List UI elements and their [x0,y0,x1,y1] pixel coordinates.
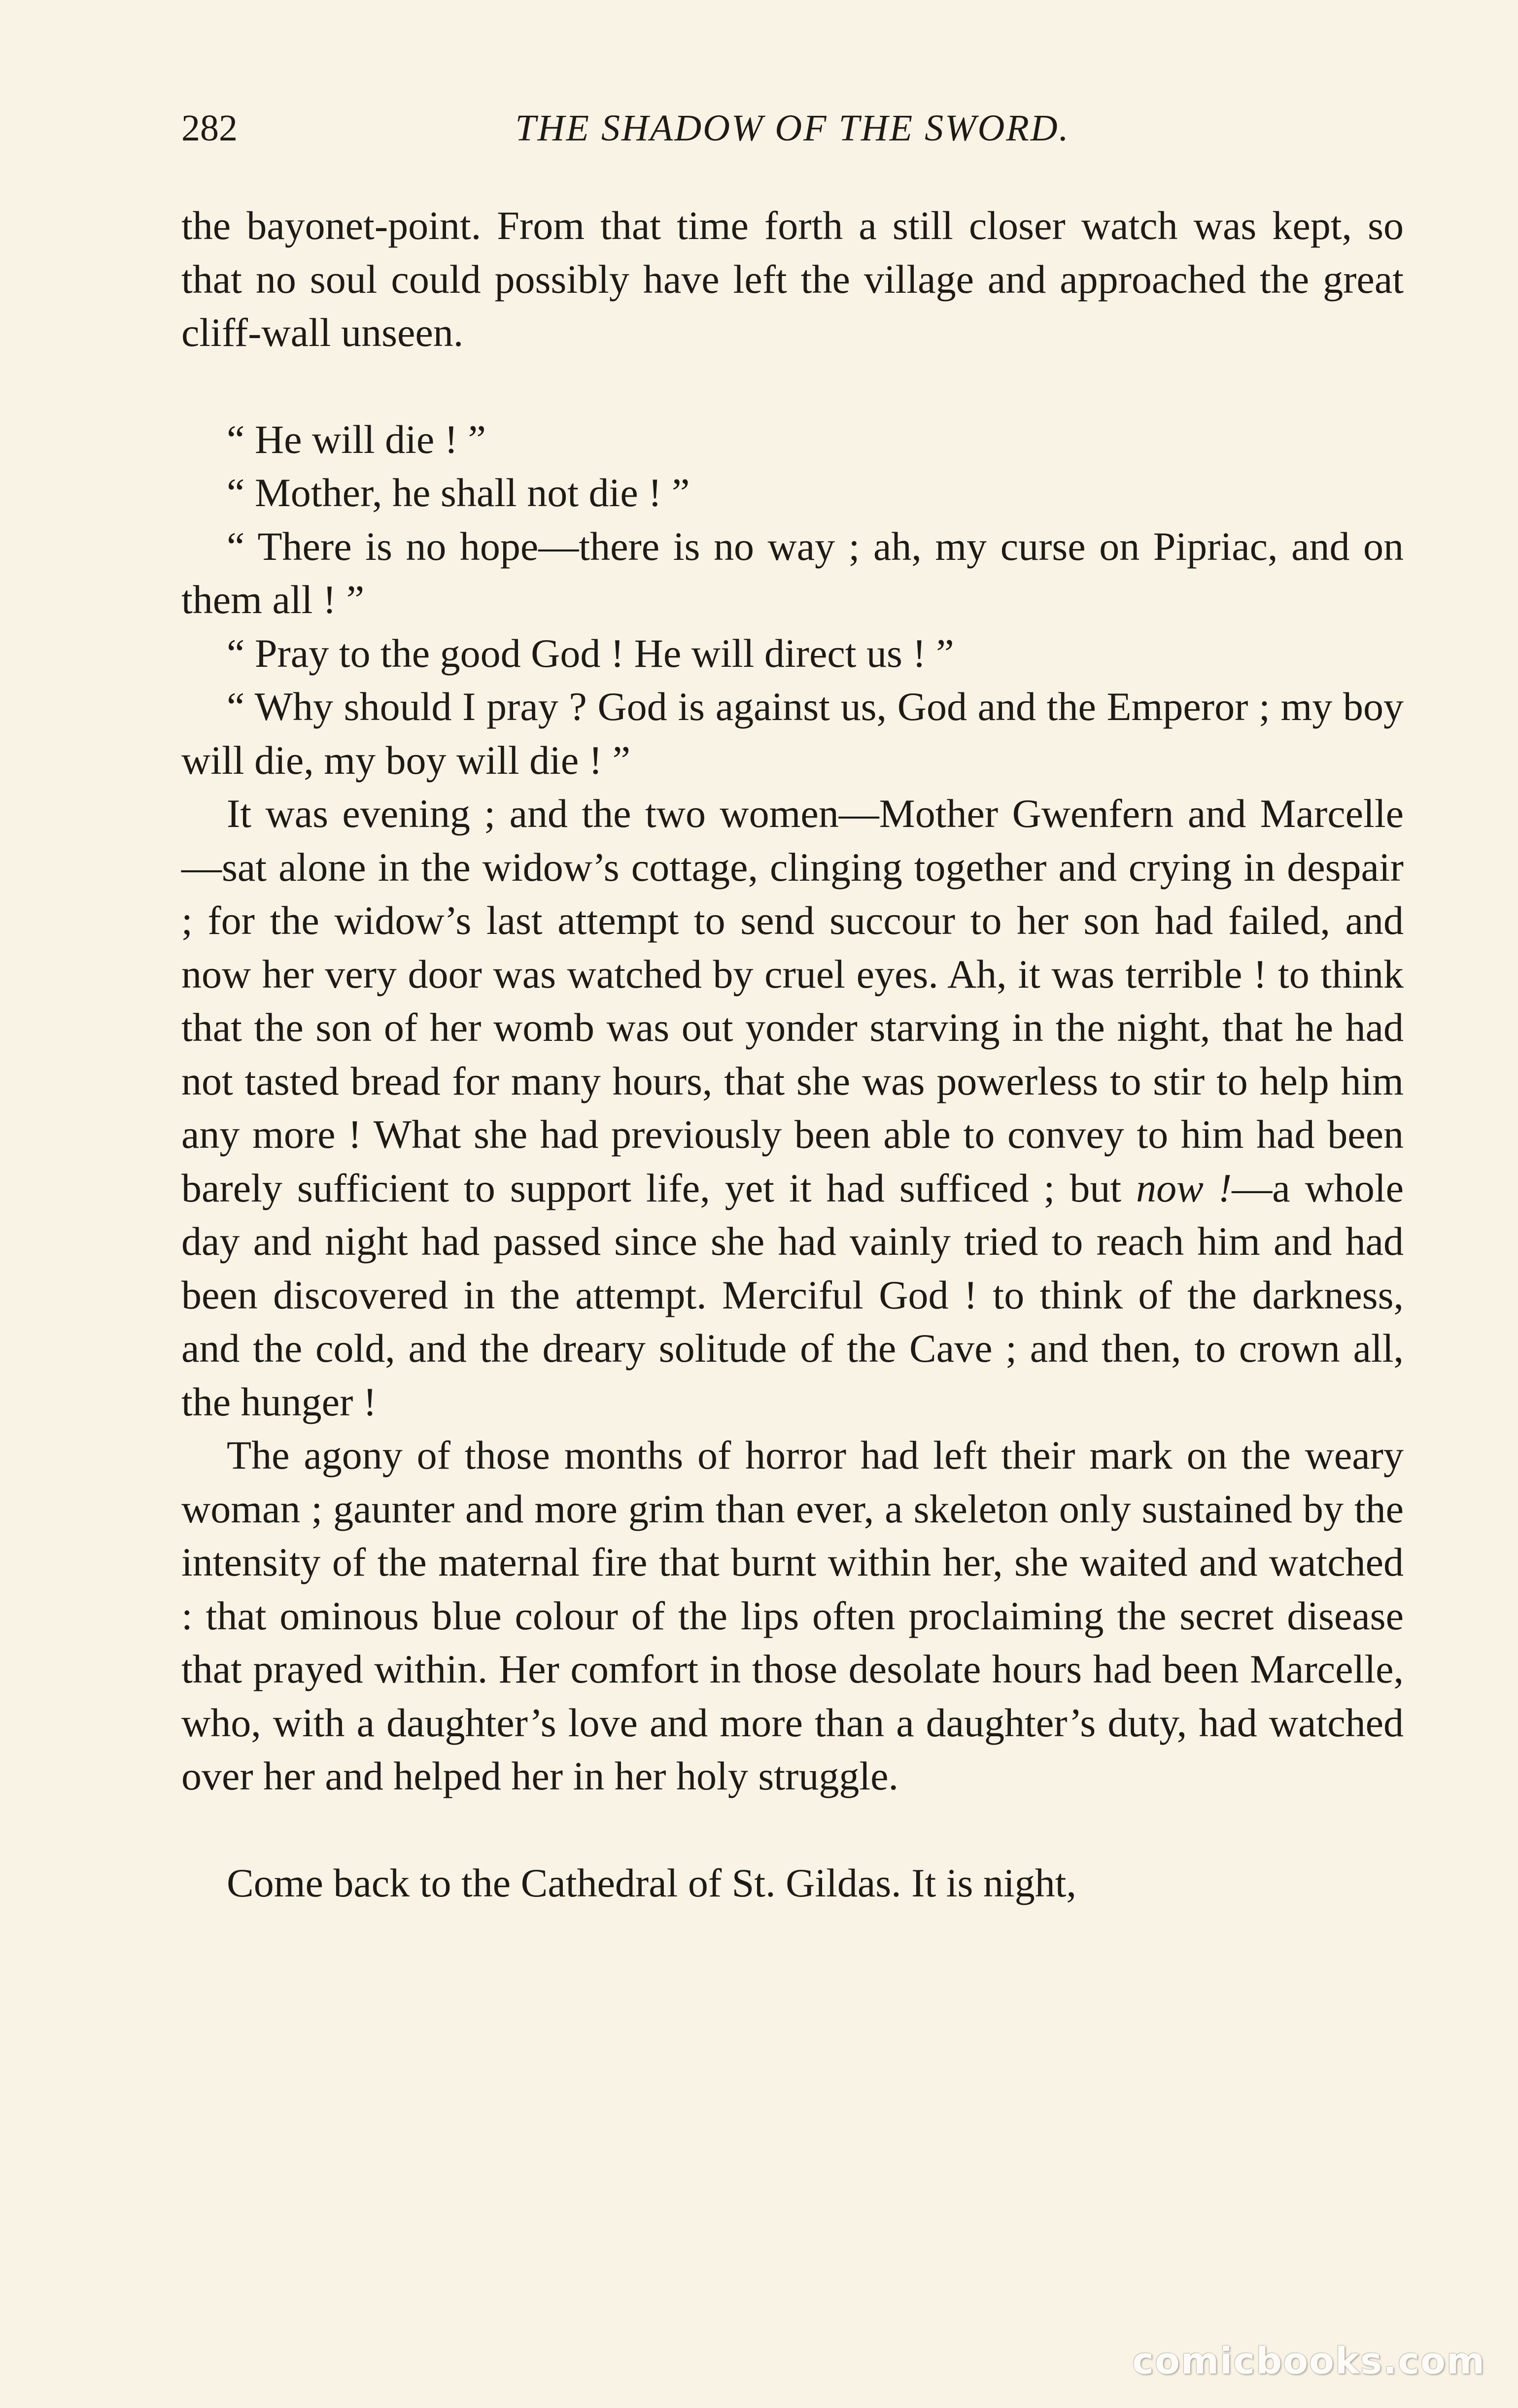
paragraph: Come back to the Cathedral of St. Gildas. It is night, [227,1860,1077,1905]
emphasized-word: now ! [1136,1165,1232,1210]
running-title: THE SHADOW OF THE SWORD. [515,107,1070,149]
dialogue-line: “ Pray to the good God ! He will direct us ! ” [227,630,954,676]
dialogue-line: “ Mother, he shall not die ! ” [227,470,690,515]
dialogue-line: “ He will die ! ” [227,416,486,462]
paragraph: the bayonet-point. From that time forth a still closer watch was kept, so that no soul could possibly have left the village and approached the great cliff-wall unseen. [181,203,1404,355]
paragraph: The agony of those months of horror had left their mark on the weary woman ; gaunter and more grim than ever, a skeleton only sustained by the intensity of the maternal fire that burnt within her, she waited and watched : that ominous blue colour of the lips often proclaiming the secret disease that prayed within. Her comfort in those desolate hours had been Marcelle, who, with a daughter’s love and more than a daughter’s duty, had watched over her and helped her in her holy struggle. [181,1433,1404,1798]
watermark-logo: comicbooks.com [1132,2340,1485,2382]
dialogue-line: “ There is no hope—there is no way ; ah, my curse on Pipriac, and on them all ! ” [181,523,1404,622]
paragraph-text: —a whole day and night had passed since she had vainly tried to reach him and had been discovered in the attempt. Merciful God ! to think of the darkness, and the cold, and the dreary solitude of the Cave ; and then, to crown all, the hunger ! [181,1165,1404,1424]
paragraph-text: It was evening ; and the two women—Mother Gwenfern and Marcelle—sat alone in the widow’s cottage, clinging together and crying in despair ; for the widow’s last attempt to send succour to her son had failed, and now her very door was watched by cruel eyes. Ah, it was terrible ! to think that the son of her womb was out yonder starving in the night, that he had not tasted bread for many hours, that she was powerless to stir to help him any more ! What she had previously been able to convey to him had been barely sufficient to support life, yet it had sufficed ; but [181,791,1404,1210]
dialogue-line: “ Why should I pray ? God is against us, God and the Emperor ; my boy will die, my boy will die ! ” [181,684,1404,783]
page-number: 282 [181,107,238,149]
body-text [181,199,1404,1910]
running-head [181,99,1404,158]
paragraph [181,787,1404,1429]
